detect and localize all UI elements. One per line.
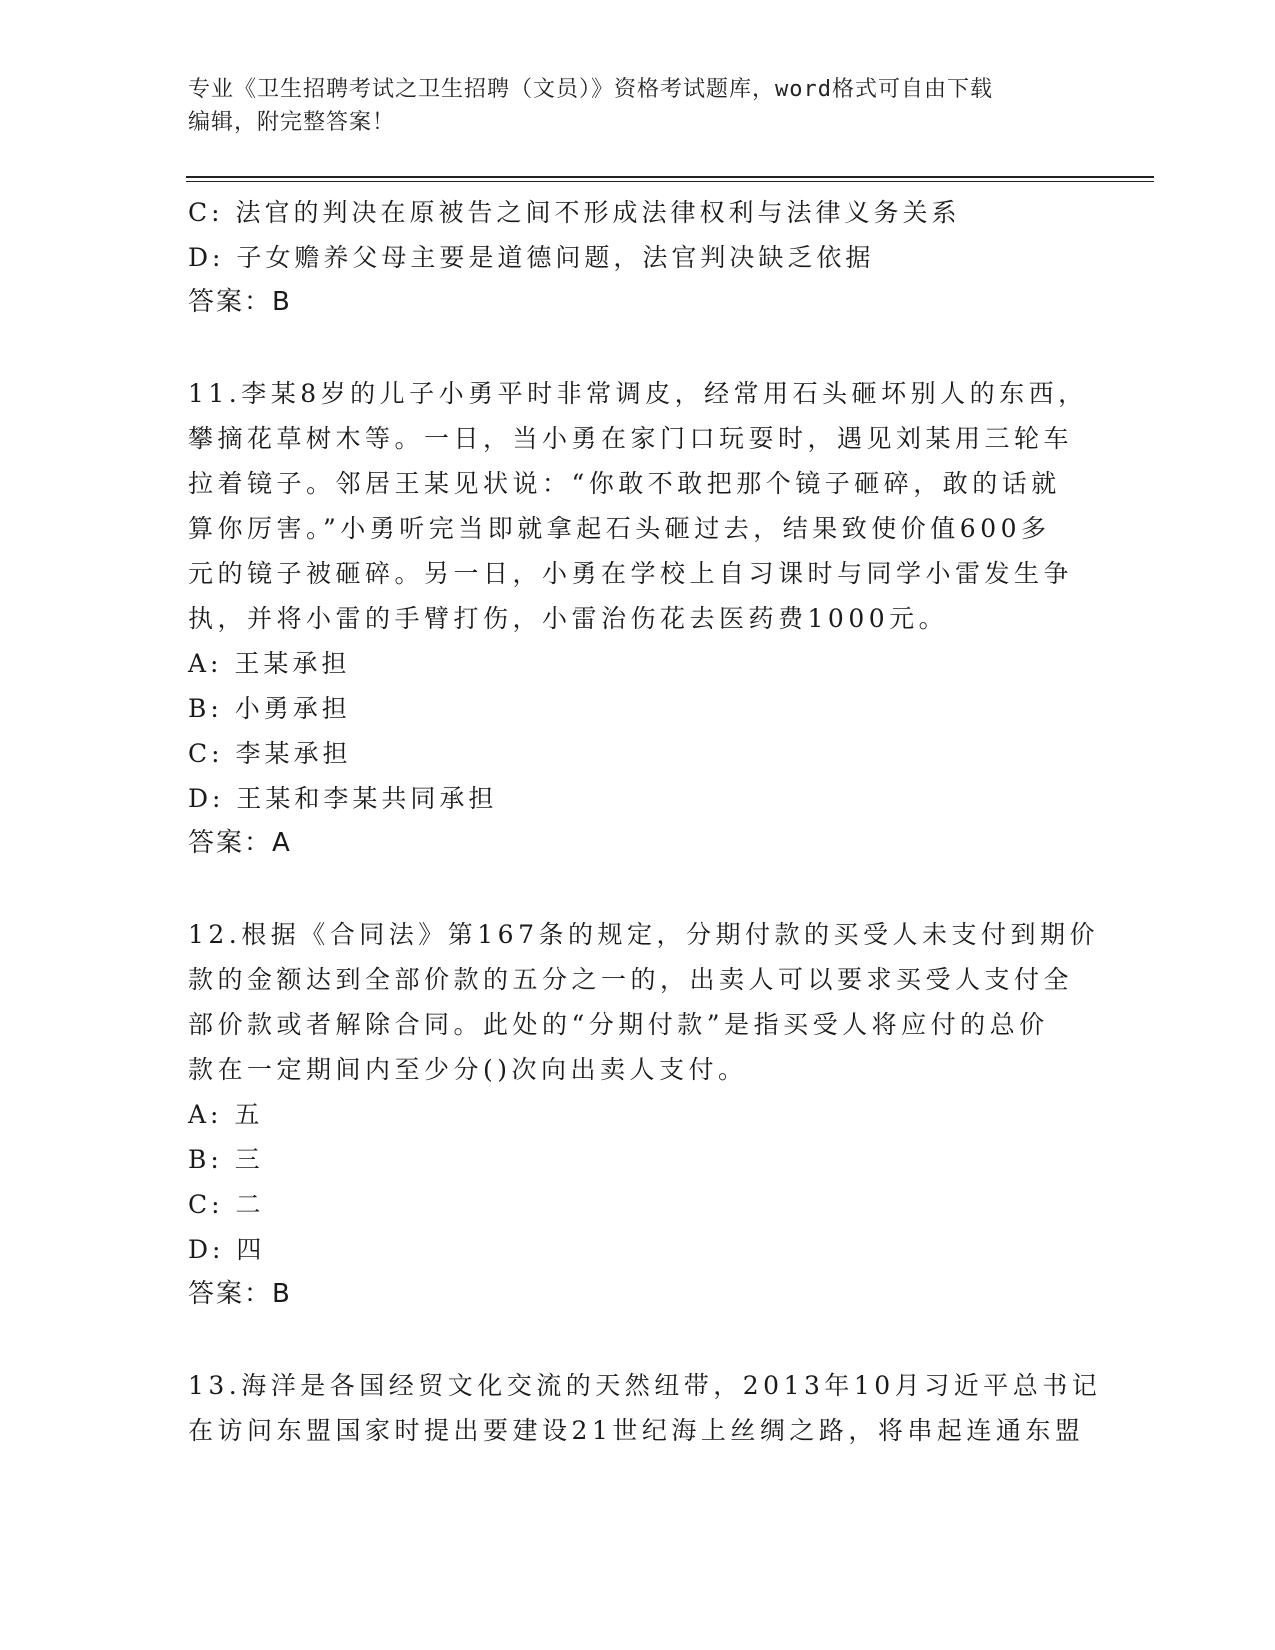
question-line: 攀摘花草树木等。一日，当小勇在家门口玩耍时，遇见刘某用三轮车: [188, 424, 1074, 453]
question-12: [188, 912, 1099, 1317]
option-c: C: 二: [188, 1190, 265, 1219]
question-line: 拉着镜子。邻居王某见状说：“你敢不敢把那个镜子砸碎，敢的话就: [188, 469, 1061, 498]
question-line: 款在一定期间内至少分()次向出卖人支付。: [188, 1055, 748, 1084]
question-line: 部价款或者解除合同。此处的“分期付款”是指买受人将应付的总价: [188, 1010, 1049, 1039]
option-b: B: 小勇承担: [188, 694, 351, 723]
header-divider-thin: [186, 181, 1154, 182]
question-line: 在访问东盟国家时提出要建设21世纪海上丝绸之路，将串起连通东盟: [188, 1416, 1085, 1445]
answer-label: 答案：B: [188, 287, 292, 317]
option-b: B: 三: [188, 1145, 264, 1174]
question-text: [188, 1363, 1102, 1453]
question-line: 款的金额达到全部价款的五分之一的，出卖人可以要求买受人支付全: [188, 965, 1074, 994]
question-10-tail: [188, 190, 1088, 325]
answer-label: 答案：A: [188, 828, 292, 858]
question-text: [188, 371, 1088, 641]
question-13: [188, 1363, 1102, 1453]
option-c: C: 李某承担: [188, 739, 352, 768]
header-line-1: 专业《卫生招聘考试之卫生招聘（文员）》资格考试题库，word格式可自由下载: [188, 77, 993, 102]
spacer: [188, 325, 1088, 371]
spacer: [188, 1317, 1088, 1363]
header-divider-thick: [186, 176, 1154, 178]
option-c: C: 法官的判决在原被告之间不形成法律权利与法律义务关系: [188, 198, 961, 227]
option-d: D: 子女赡养父母主要是道德问题，法官判决缺乏依据: [188, 243, 875, 272]
option-a: A: 王某承担: [188, 649, 351, 678]
question-line: 执，并将小雷的手臂打伤，小雷治伤花去医药费1000元。: [188, 604, 949, 633]
question-content: [188, 190, 1102, 1453]
question-line: 13.海洋是各国经贸文化交流的天然纽带，2013年10月习近平总书记: [188, 1371, 1102, 1400]
document-header: [188, 73, 1068, 139]
spacer: [188, 866, 1088, 912]
question-text: [188, 912, 1099, 1092]
option-d: D: 四: [188, 1235, 266, 1264]
question-line: 元的镜子被砸碎。另一日，小勇在学校上自习课时与同学小雷发生争: [188, 559, 1074, 588]
question-11: [188, 371, 1088, 866]
question-line: 12.根据《合同法》第167条的规定，分期付款的买受人未支付到期价: [188, 920, 1099, 949]
question-line: 算你厉害。”小勇听完当即就拿起石头砸过去，结果致使价值600多: [188, 514, 1051, 543]
question-line: 11.李某8岁的儿子小勇平时非常调皮，经常用石头砸坏别人的东西，: [188, 379, 1088, 408]
option-a: A: 五: [188, 1100, 264, 1129]
header-line-2: 编辑，附完整答案！: [188, 110, 396, 135]
option-d: D: 王某和李某共同承担: [188, 784, 498, 813]
answer-label: 答案：B: [188, 1279, 292, 1309]
